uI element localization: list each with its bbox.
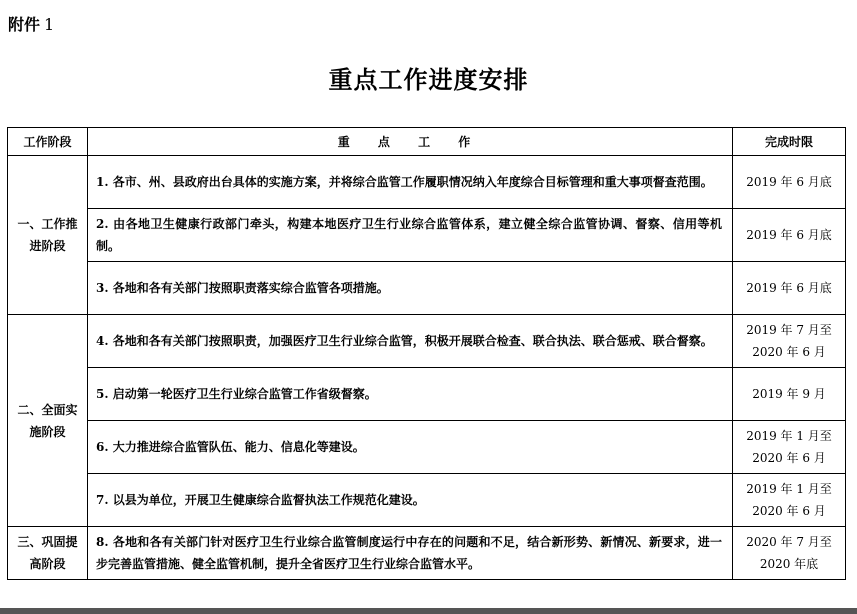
table-row [8,421,846,474]
stage-cell: 二、全面实施阶段 [8,315,88,527]
page-title: 重点工作进度安排 [328,66,529,94]
task-cell: 8. 各地和各有关部门针对医疗卫生行业综合监管制度运行中存在的问题和不足，结合新形势、新情况、新要求，进一步完善监管措施、健全监管机制，提升全省医疗卫生行业综合监管水平。 [88,527,733,580]
task-cell: 1. 各市、州、县政府出台具体的实施方案，并将综合监管工作履职情况纳入年度综合目标管理和重大事项督查范围。 [88,156,733,209]
header-stage: 工作阶段 [8,128,88,156]
stage-cell: 三、巩固提高阶段 [8,527,88,580]
table-row [8,474,846,527]
task-cell: 5. 启动第一轮医疗卫生行业综合监管工作省级督察。 [88,368,733,421]
deadline-cell: 2019 年 6 月底 [733,209,846,262]
deadline-cell: 2019 年 1 月至 2020 年 6 月 [733,474,846,527]
table-row [8,262,846,315]
header-deadline: 完成时限 [733,128,846,156]
attachment-number: 1 [44,15,55,34]
bottom-bar [0,608,857,614]
deadline-cell: 2020 年 7 月至 2020 年底 [733,527,846,580]
table-header-row [8,128,846,156]
deadline-cell: 2019 年 7 月至 2020 年 6 月 [733,315,846,368]
attachment-text: 附件 [8,15,41,34]
deadline-cell: 2019 年 6 月底 [733,262,846,315]
deadline-cell: 2019 年 6 月底 [733,156,846,209]
table-row [8,315,846,368]
table-row [8,209,846,262]
task-cell: 7. 以县为单位，开展卫生健康综合监督执法工作规范化建设。 [88,474,733,527]
table-row [8,368,846,421]
attachment-label [8,12,54,35]
task-cell: 3. 各地和各有关部门按照职责落实综合监管各项措施。 [88,262,733,315]
task-cell: 4. 各地和各有关部门按照职责，加强医疗卫生行业综合监管，积极开展联合检查、联合执法、联合惩戒、联合督察。 [88,315,733,368]
task-cell: 2. 由各地卫生健康行政部门牵头，构建本地医疗卫生行业综合监管体系，建立健全综合监管协调、督察、信用等机制。 [88,209,733,262]
deadline-cell: 2019 年 9 月 [733,368,846,421]
table-row [8,527,846,580]
header-work [88,128,733,156]
table-row [8,156,846,209]
stage-cell: 一、工作推进阶段 [8,156,88,315]
deadline-cell: 2019 年 1 月至 2020 年 6 月 [733,421,846,474]
header-work-text: 重 点 工 作 [337,135,483,149]
task-cell: 6. 大力推进综合监管队伍、能力、信息化等建设。 [88,421,733,474]
schedule-table [7,127,846,580]
